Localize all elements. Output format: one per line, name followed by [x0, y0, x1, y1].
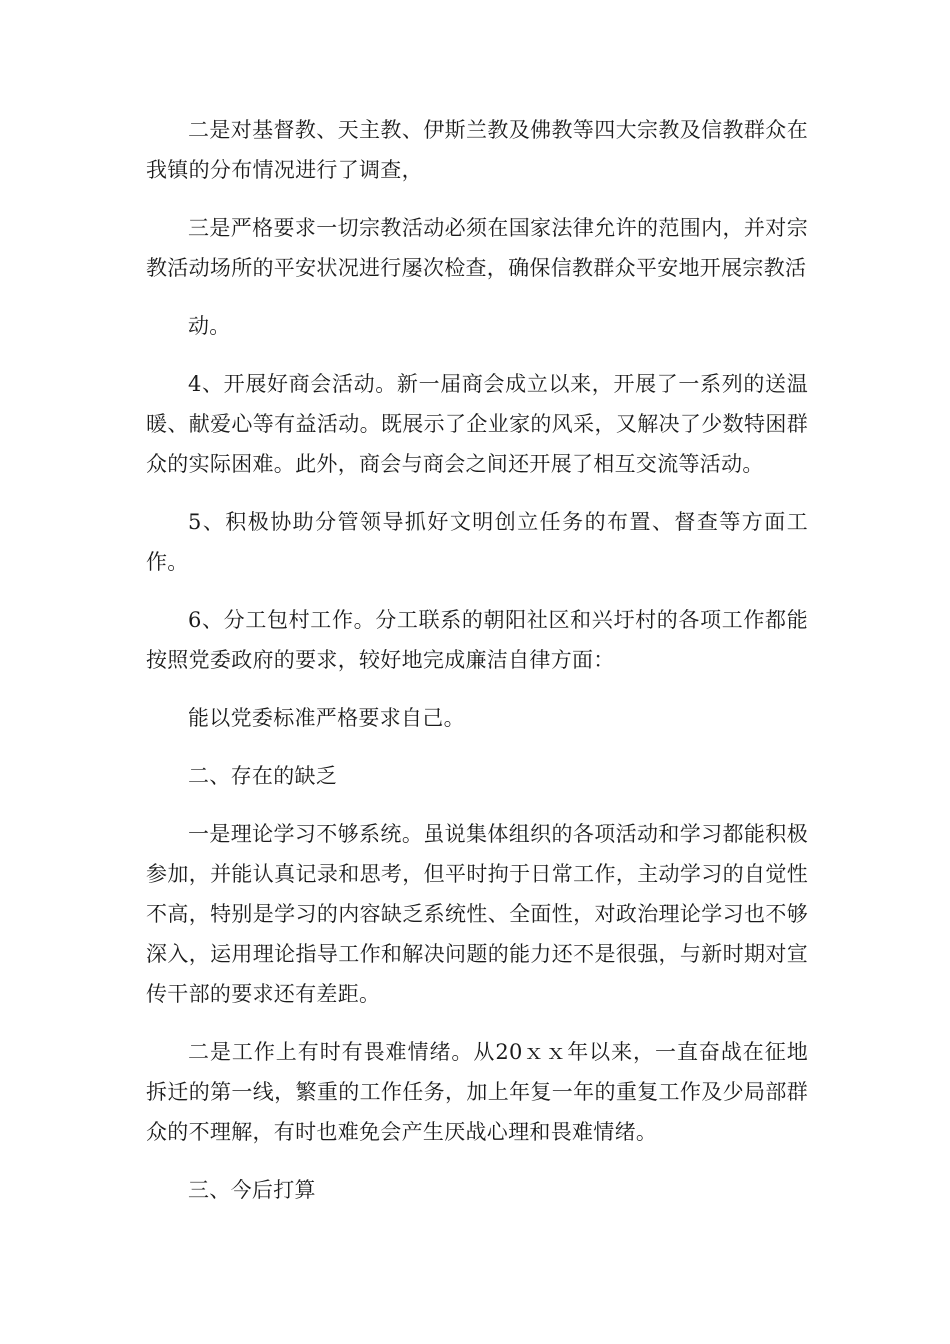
- section-heading-shortcomings: 二、存在的缺乏: [188, 764, 338, 788]
- paragraph-theory-study: 一是理论学习不够系统。虽说集体组织的各项活动和学习都能积极参加，并能认真记录和思考，但平时拘于日常工作，主动学习的自觉性不高，特别是学习的内容缺乏系统性、全面性，对政治理论学习也不够深入，运用理论指导工作和解决问题的能力还不是很强，与新时期对宣传干部的要求还有差距。: [146, 822, 808, 1006]
- paragraph-religion-survey: 二是对基督教、天主教、伊斯兰教及佛教等四大宗教及信教群众在我镇的分布情况进行了调查，: [146, 118, 808, 182]
- document-page: [146, 110, 808, 1228]
- paragraph-continuation: 动。: [188, 314, 231, 338]
- paragraph-work-attitude: 二是工作上有时有畏难情绪。从20ｘｘ年以来，一直奋战在征地拆迁的第一线，繁重的工作任务，加上年复一年的重复工作及少局部群众的不理解，有时也难免会产生厌战心理和畏难情绪。: [146, 1040, 808, 1144]
- section-heading-future-plans: 三、今后打算: [188, 1178, 316, 1202]
- paragraph-chamber-of-commerce: 4、开展好商会活动。新一届商会成立以来，开展了一系列的送温暖、献爱心等有益活动。既展示了企业家的风采，又解决了少数特困群众的实际困难。此外，商会与商会之间还开展了相互交流等活动。: [146, 372, 808, 476]
- paragraph-civilization-tasks: 5、积极协助分管领导抓好文明创立任务的布置、督查等方面工作。: [146, 510, 808, 574]
- paragraph-self-discipline: 能以党委标准严格要求自己。: [188, 706, 465, 730]
- paragraph-village-work: 6、分工包村工作。分工联系的朝阳社区和兴圩村的各项工作都能按照党委政府的要求，较好地完成廉洁自律方面：: [146, 608, 808, 672]
- paragraph-religion-activities: 三是严格要求一切宗教活动必须在国家法律允许的范围内，并对宗教活动场所的平安状况进行屡次检查，确保信教群众平安地开展宗教活: [146, 216, 808, 280]
